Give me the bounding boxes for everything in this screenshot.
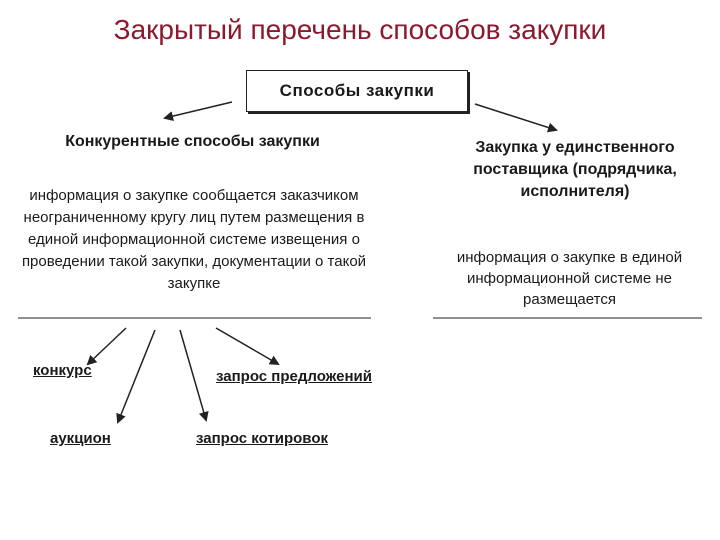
competitive-description: информация о закупке сообщается заказчиком неограниченному кругу лиц путем размещения в единой информационной системе извещения о проведении такой закупки, документации о такой закупке (21, 187, 367, 292)
arrow-to-quotes (180, 330, 206, 420)
arrow-to-proposals (216, 328, 278, 364)
method-konkurs: конкурс (33, 362, 92, 379)
competitive-heading: Конкурентные способы закупки (65, 133, 320, 150)
arrow-to-competitive (165, 102, 232, 118)
method-request-proposals: запрос предложений (216, 368, 372, 385)
method-auction: аукцион (50, 430, 111, 447)
single-supplier-heading: Закупка у единственного поставщика (подрядчика, исполнителя) (473, 139, 677, 200)
method-request-quotes: запрос котировок (196, 430, 328, 447)
root-box: Способы закупки (246, 70, 468, 112)
arrow-to-konkurs (88, 328, 126, 364)
single-supplier-description: информация о закупке в единой информационной системе не размещается (456, 249, 683, 308)
arrow-to-single-supplier (475, 104, 556, 130)
page-title: Закрытый перечень способов закупки (113, 14, 607, 45)
arrow-to-auction (118, 330, 155, 422)
